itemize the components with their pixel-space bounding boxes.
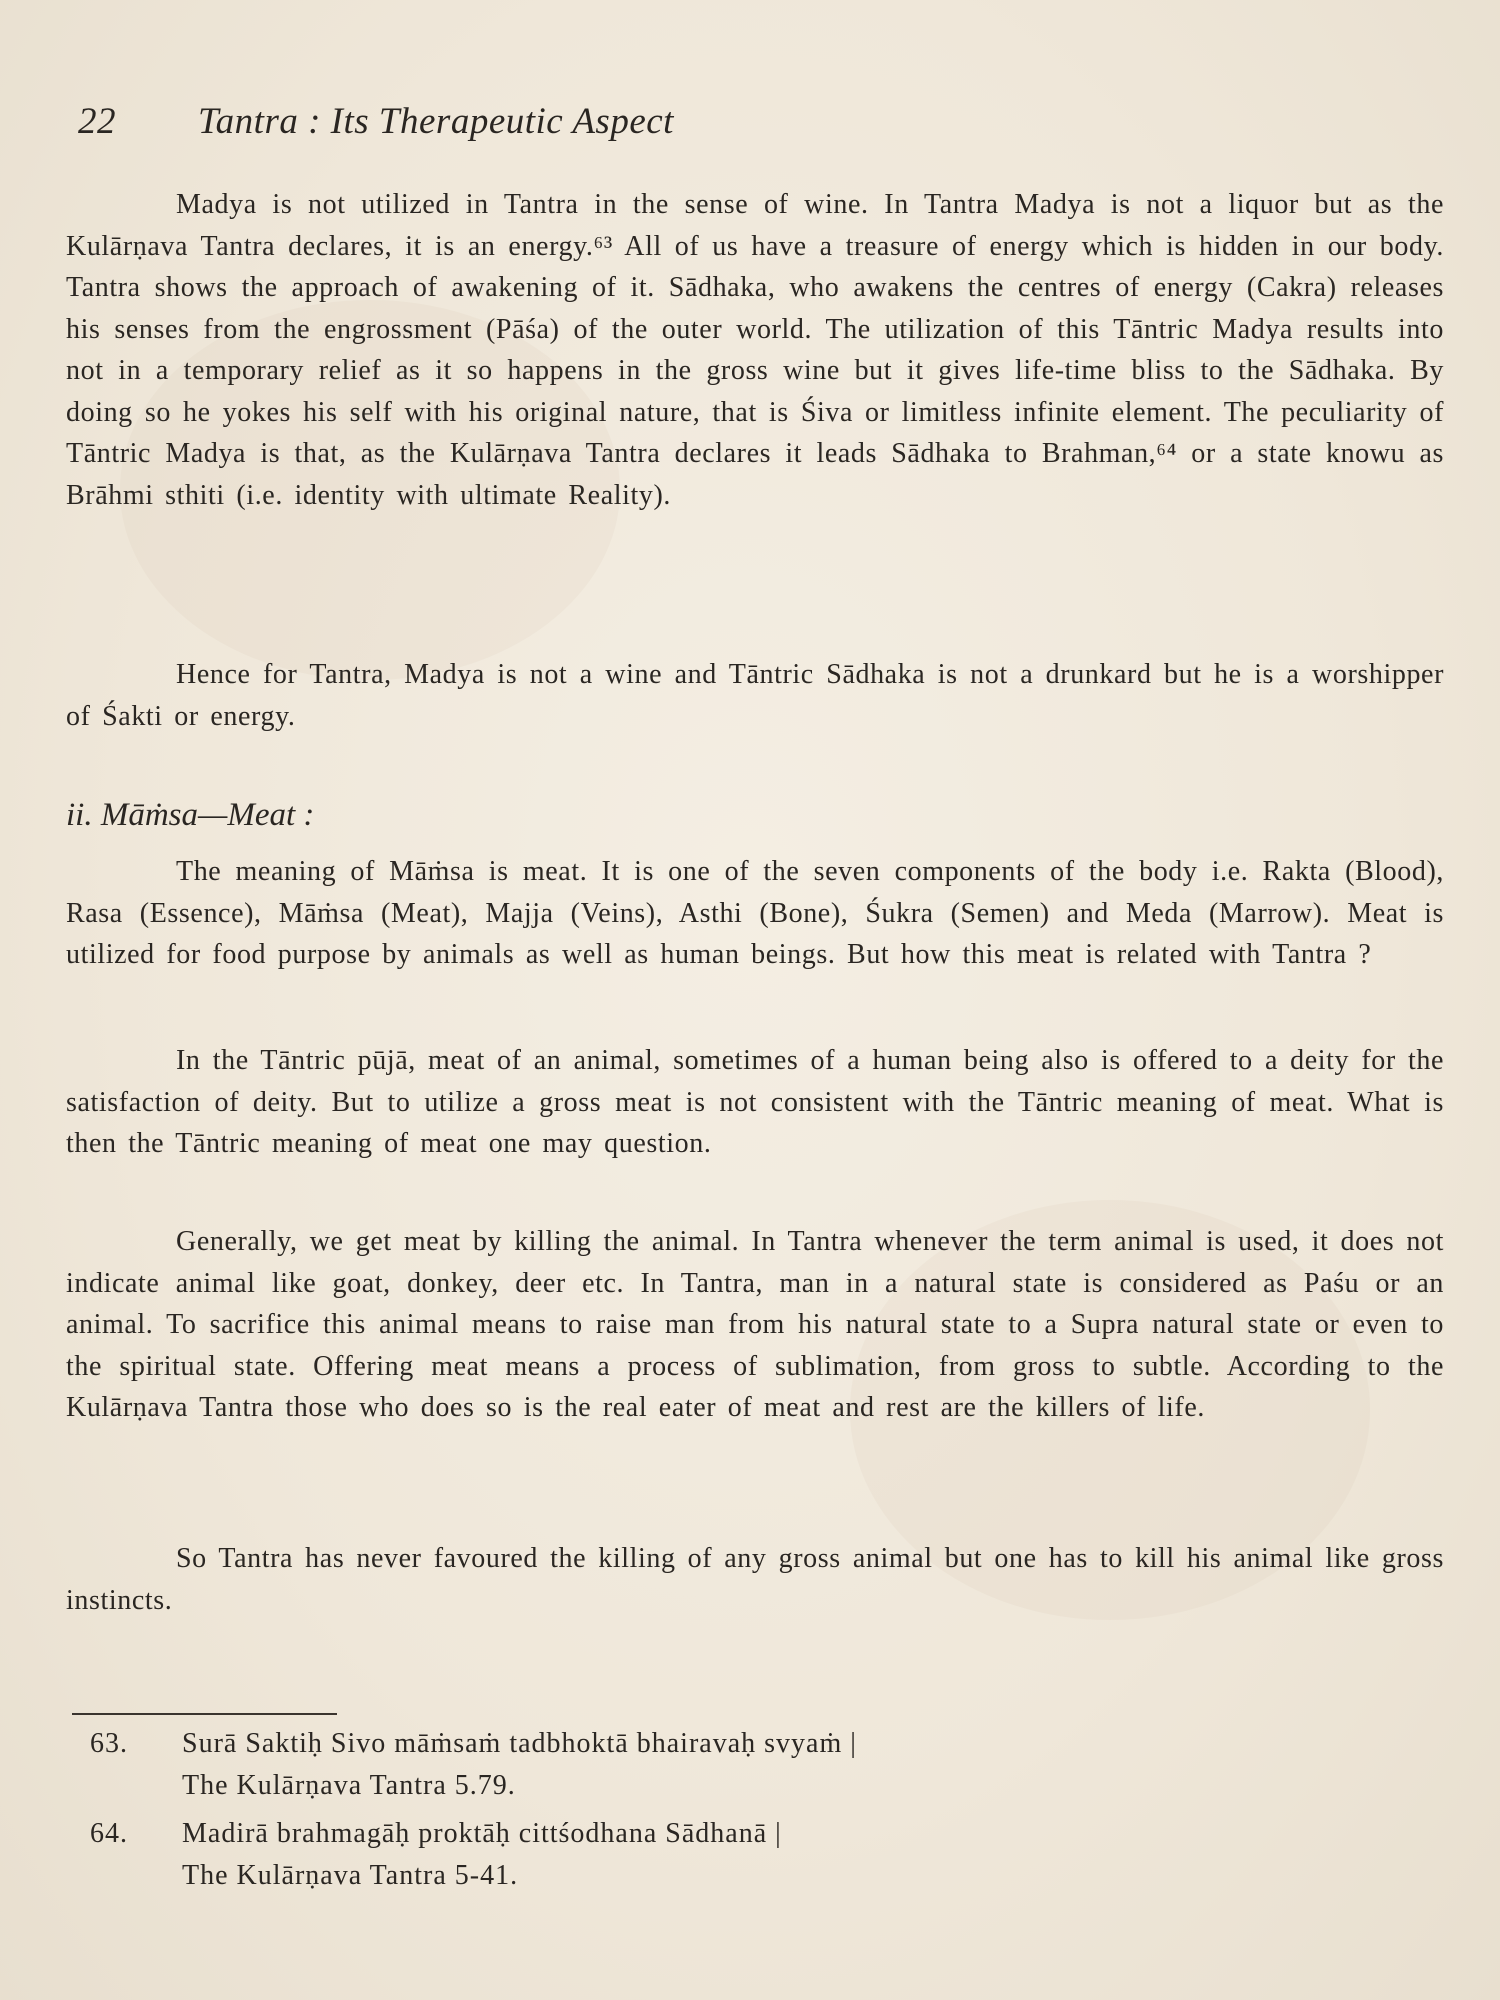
paragraph: Generally, we get meat by killing the animal. In Tantra whenever the term animal is used, it does not indicate animal like goat, donkey, deer etc. In Tantra, man in a natural state is considered as Paśu or an animal. To sacrifice this animal means to raise man from his natural state to a Supra natural state or even to the spiritual state. Offering meat means a process of sublimation, from gross to subtle. According to the Kulārṇava Tantra those who does so is the real eater of meat and rest are the killers of life. [66, 1226, 1444, 1423]
footnote-citation: The Kulārṇava Tantra 5.79. [182, 1770, 516, 1801]
madya-conclusion [66, 654, 1444, 737]
paragraph: In the Tāntric pūjā, meat of an animal, sometimes of a human being also is offered to a deity for the satisfaction of deity. But to utilize a gross meat is not consistent with the Tāntric meaning of meat. What is then the Tāntric meaning of meat one may question. [66, 1045, 1444, 1159]
paragraph: The meaning of Māṁsa is meat. It is one of the seven components of the body i.e. Rakta (Blood), Rasa (Essence), Māṁsa (Meat), Majja (Veins), Asthi (Bone), Śukra (Semen) and Meda (Marrow). Meat is utilized for food purpose by animals as well as human beings. But how this meat is related with Tantra ? [66, 856, 1444, 970]
footnote-citation: The Kulārṇava Tantra 5-41. [182, 1860, 519, 1891]
footnote-63 [90, 1723, 1190, 1807]
paragraph: Hence for Tantra, Madya is not a wine and Tāntric Sādhaka is not a drunkard but he is a worshipper of Śakti or energy. [66, 659, 1444, 732]
footnote-rule [72, 1713, 337, 1715]
page-number: 22 [78, 101, 116, 142]
paragraph: So Tantra has never favoured the killing of any gross animal but one has to kill his animal like gross instincts. [66, 1543, 1444, 1616]
mamsa-para-1 [66, 851, 1444, 976]
running-header [78, 100, 674, 143]
footnote-64 [90, 1813, 1190, 1897]
footnote-number: 64. [90, 1818, 128, 1849]
mamsa-para-3 [66, 1221, 1444, 1429]
footnote-verse: Madirā brahmagāḥ proktāḥ cittśodhana Sādhanā | [182, 1818, 782, 1849]
mamsa-para-2 [66, 1040, 1444, 1165]
footnote-verse: Surā Saktiḥ Sivo māṁsaṁ tadbhoktā bhairavaḥ svyaṁ | [182, 1728, 857, 1759]
footnotes [90, 1723, 1190, 1903]
madya-section [66, 184, 1444, 516]
section-heading: ii. Māṁsa—Meat : [66, 797, 315, 833]
mamsa-para-4 [66, 1538, 1444, 1621]
footnote-number: 63. [90, 1728, 128, 1759]
paragraph: Madya is not utilized in Tantra in the sense of wine. In Tantra Madya is not a liquor but as the Kulārṇava Tantra declares, it is an energy.⁶³ All of us have a treasure of energy which is hidden in our body. Tantra shows the approach of awakening of it. Sādhaka, who awakens the centres of energy (Cakra) releases his senses from the engrossment (Pāśa) of the outer world. The utilization of this Tāntric Madya results into not in a temporary relief as it so happens in the gross wine but it gives life-time bliss to the Sādhaka. By doing so he yokes his self with his original nature, that is Śiva or limitless infinite element. The peculiarity of Tāntric Madya is that, as the Kulārṇava Tantra declares it leads Sādhaka to Brahman,⁶⁴ or a state knowu as Brāhmi sthiti (i.e. identity with ultimate Reality). [66, 189, 1444, 511]
book-title: Tantra : Its Therapeutic Aspect [198, 101, 674, 142]
